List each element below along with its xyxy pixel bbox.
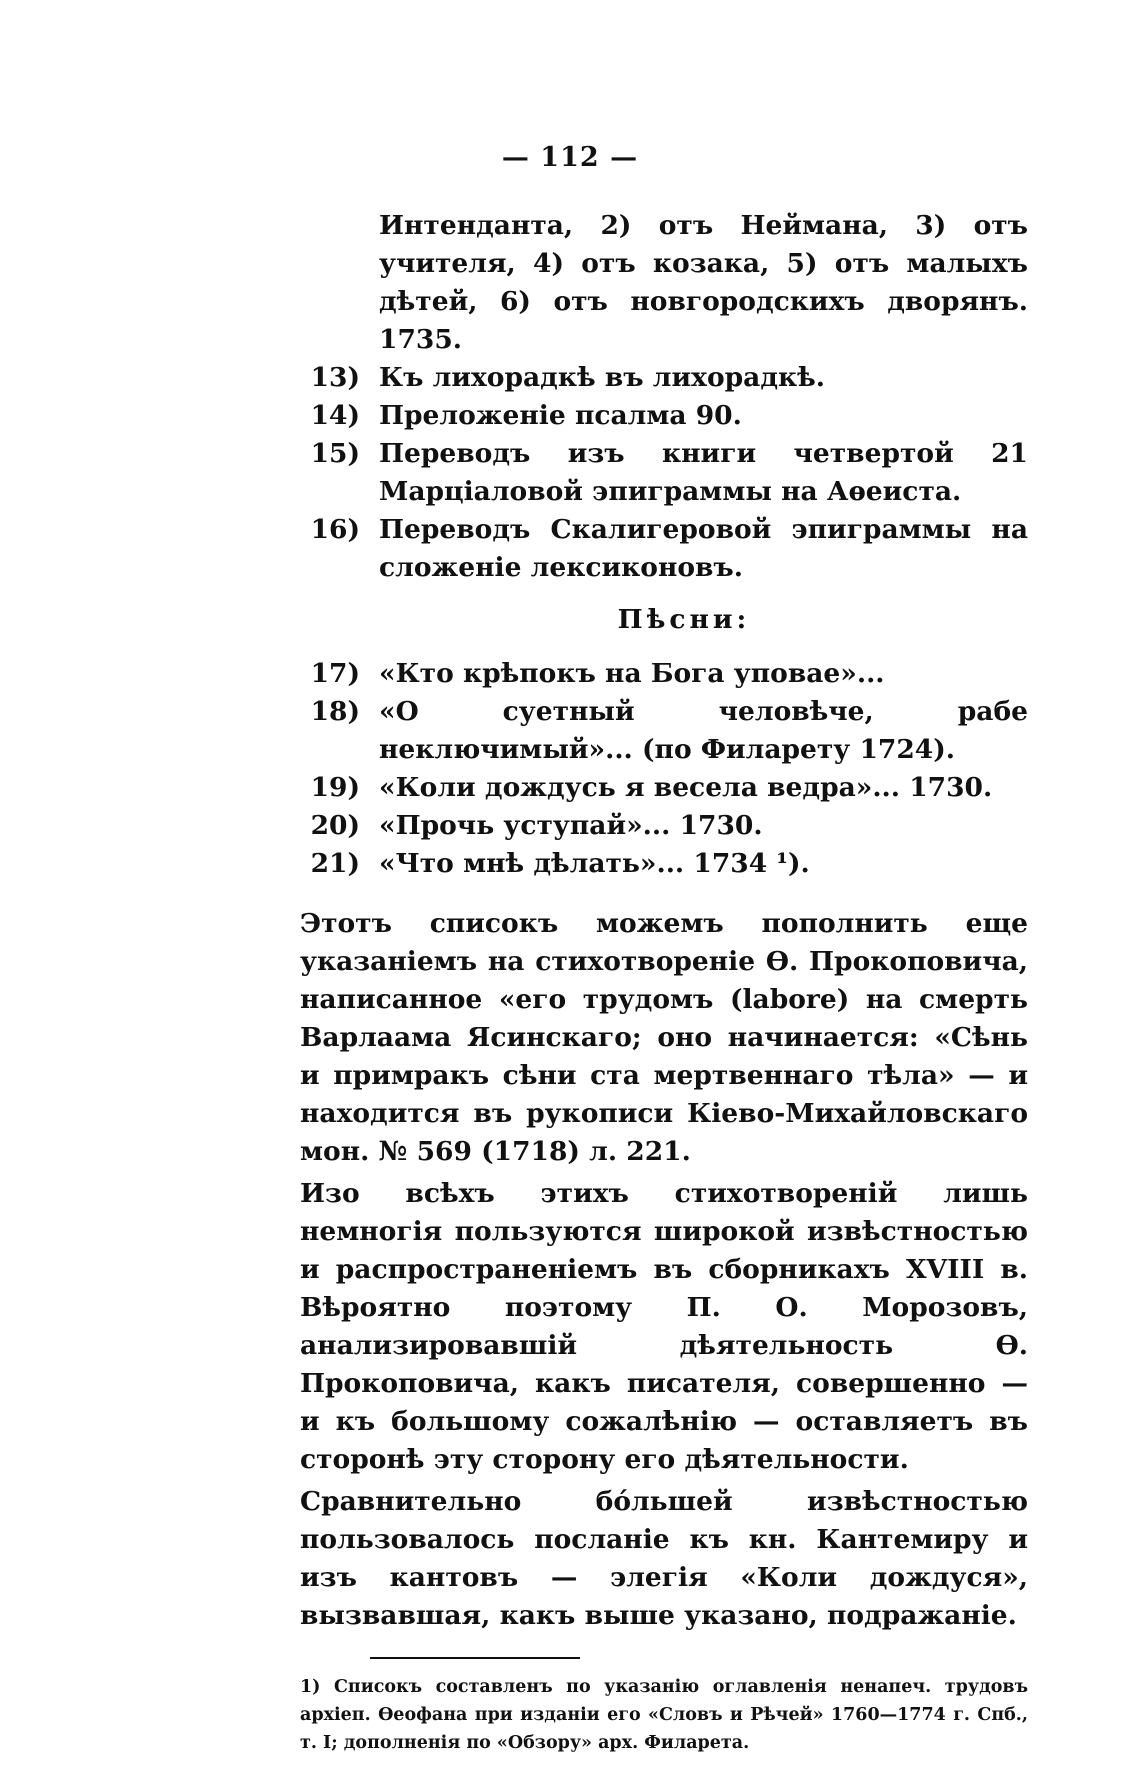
item-text: «Коли дождусь я весела ведра»... 1730.	[379, 772, 993, 803]
list-item	[300, 769, 1028, 807]
list-item	[300, 435, 1028, 511]
paragraph: Сравнительно бóльшей извѣстностью пользовалось посланіе къ кн. Кантемиру и изъ кантовъ — элегія «Коли дождуся», вызвавшая, какъ выше указано, подражаніе.	[300, 1486, 1028, 1631]
item-text: «Что мнѣ дѣлать»... 1734 ¹).	[379, 848, 810, 879]
list-item	[300, 693, 1028, 769]
footnote-divider	[370, 1657, 580, 1659]
footnote: 1) Списокъ составленъ по указанію оглавленія ненапеч. трудовъ архіеп. Ѳеофана при изданіи его «Словъ и Рѣчей» 1760—1774 г. Спб., т. I; дополненія по «Обзору» арх. Филарета.	[300, 1677, 1028, 1753]
paragraph: Этотъ списокъ можемъ пополнить еще указаніемъ на стихотвореніе Ѳ. Прокоповича, написанное «его трудомъ (labore) на смерть Варлаама Ясинскаго; оно начинается: «Сѣнь и примракъ сѣни ста мертвеннаго тѣла» — и находится въ рукописи Кіево-Михайловскаго мон. № 569 (1718) л. 221.	[300, 908, 1028, 1167]
poem-list	[300, 359, 1028, 587]
item-number: 19)	[310, 772, 360, 803]
continuation-text: Интенданта, 2) отъ Неймана, 3) отъ учителя, 4) отъ козака, 5) отъ малыхъ дѣтей, 6) отъ новгородскихъ дворянъ. 1735.	[379, 210, 1028, 355]
item-text: «Кто крѣпокъ на Бога уповае»...	[379, 658, 885, 689]
paragraph: Изо всѣхъ этихъ стихотвореній лишь немногія пользуются широкой извѣстностью и распространеніемъ въ сборникахъ XVIII в. Вѣроятно поэтому П. О. Морозовъ, анализировавшій дѣятельность Ѳ. Прокоповича, какъ писателя, совершенно — и къ большому сожалѣнію — оставляетъ въ сторонѣ эту сторону его дѣятельности.	[300, 1178, 1028, 1475]
item-number: 18)	[310, 696, 360, 727]
item-number: 14)	[310, 400, 360, 431]
body-text	[300, 905, 1028, 1635]
page-number: — 112 —	[501, 142, 639, 173]
item-text: Переводъ изъ книги четвертой 21 Марціаловой эпиграммы на Аѳеиста.	[379, 438, 1028, 507]
item-text: Переводъ Скалигеровой эпиграммы на сложеніе лексиконовъ.	[379, 514, 1028, 583]
item-number: 13)	[310, 362, 360, 393]
list-item	[300, 655, 1028, 693]
item-number: 15)	[310, 438, 360, 469]
list-item	[300, 845, 1028, 883]
list-item	[300, 359, 1028, 397]
section-heading-songs: Пѣсни:	[617, 604, 751, 635]
item-number: 21)	[310, 848, 360, 879]
page-content	[300, 207, 1028, 1757]
item-text: «Прочь уступай»... 1730.	[379, 810, 763, 841]
item-text: Къ лихорадкѣ въ лихорадкѣ.	[379, 362, 825, 393]
item-number: 16)	[310, 514, 360, 545]
item-text: «О суетный человѣче, рабе неключимый»... (по Филарету 1724).	[379, 696, 1028, 765]
list-item	[300, 397, 1028, 435]
list-item-continuation	[300, 207, 1028, 359]
item-number: 17)	[310, 658, 360, 689]
songs-list	[300, 655, 1028, 883]
list-item	[300, 807, 1028, 845]
item-number: 20)	[310, 810, 360, 841]
item-text: Преложеніе псалма 90.	[379, 400, 742, 431]
list-item	[300, 511, 1028, 587]
